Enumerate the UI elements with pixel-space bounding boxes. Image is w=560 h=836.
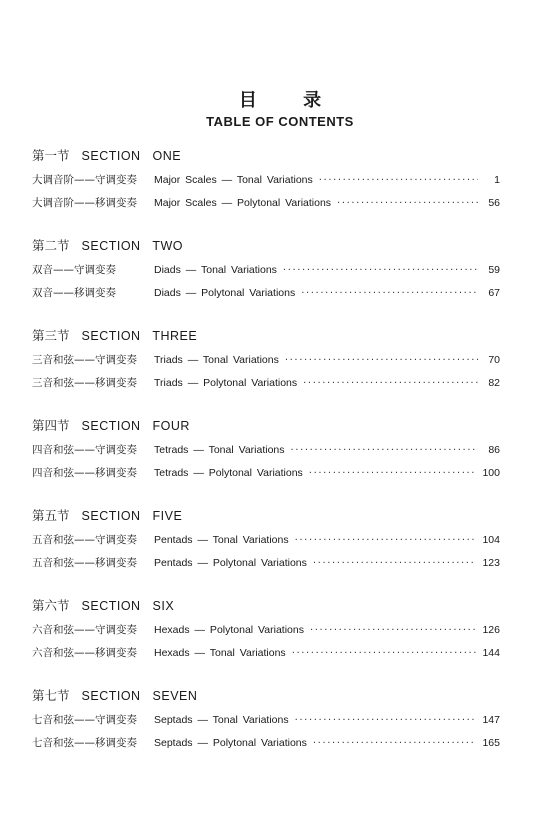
- toc-entry[interactable]: [32, 442, 500, 465]
- dot-leader: [337, 198, 478, 209]
- toc-section-two: [32, 236, 500, 307]
- toc-section-five: [32, 506, 500, 577]
- section-heading-cn: 第二节: [32, 238, 70, 253]
- entry-page-number: 147: [482, 714, 500, 726]
- section-heading-en: SECTION SEVEN: [81, 689, 198, 703]
- dot-leader: [319, 175, 478, 186]
- entry-title-en: Pentads — Polytonal Variations: [154, 556, 307, 569]
- section-heading: [32, 326, 500, 346]
- entry-page-number: 1: [494, 174, 500, 186]
- toc-section-one: [32, 146, 500, 217]
- entry-page-number: 67: [488, 286, 500, 299]
- entry-page-number: 126: [482, 624, 500, 636]
- entry-title-cn: 大调音阶——守调变奏: [32, 174, 137, 186]
- section-heading-en: SECTION TWO: [81, 239, 183, 253]
- page-title-cn: 目 录: [238, 90, 342, 111]
- dot-leader: [283, 265, 478, 276]
- section-heading: [32, 686, 500, 706]
- entry-title-cn: 四音和弦——移调变奏: [32, 466, 137, 479]
- entry-page-number: 82: [488, 376, 500, 389]
- section-heading: [32, 146, 500, 166]
- toc-entry[interactable]: [32, 622, 500, 645]
- entry-title-cn: 双音——守调变奏: [32, 264, 116, 276]
- dot-leader: [303, 378, 478, 389]
- entry-title-en: Septads — Tonal Variations: [154, 714, 289, 726]
- section-heading-cn: 第三节: [32, 328, 70, 343]
- entry-page-number: 59: [488, 264, 500, 276]
- dot-leader: [292, 648, 477, 659]
- entry-title-en: Triads — Polytonal Variations: [154, 376, 298, 389]
- entry-title-cn: 六音和弦——移调变奏: [32, 646, 137, 659]
- entry-page-number: 86: [488, 444, 500, 456]
- entry-title-cn: 七音和弦——移调变奏: [32, 736, 137, 749]
- dot-leader: [291, 445, 478, 456]
- toc-entry[interactable]: [32, 285, 500, 308]
- section-heading-cn: 第五节: [32, 508, 70, 523]
- entry-title-en: Diads — Polytonal Variations: [154, 286, 296, 299]
- toc-entry[interactable]: [32, 375, 500, 398]
- entry-page-number: 123: [482, 556, 500, 569]
- section-heading-en: SECTION THREE: [81, 329, 198, 343]
- entry-page-number: 165: [482, 736, 500, 749]
- page-title-en: TABLE OF CONTENTS: [206, 114, 354, 129]
- entry-title-cn: 七音和弦——守调变奏: [32, 714, 137, 726]
- toc-entry[interactable]: [32, 712, 500, 735]
- toc-entry[interactable]: [32, 172, 500, 195]
- section-heading-cn: 第四节: [32, 418, 70, 433]
- entry-title-en: Major Scales — Tonal Variations: [154, 174, 313, 186]
- toc-entry[interactable]: [32, 465, 500, 488]
- toc-section-seven: [32, 686, 500, 757]
- section-heading-en: SECTION FOUR: [81, 419, 190, 433]
- dot-leader: [295, 535, 477, 546]
- toc-entry[interactable]: [32, 735, 500, 758]
- entry-title-en: Tetrads — Polytonal Variations: [154, 466, 303, 479]
- entry-title-en: Tetrads — Tonal Variations: [154, 444, 285, 456]
- entry-title-en: Triads — Tonal Variations: [154, 354, 279, 366]
- toc-section-three: [32, 326, 500, 397]
- section-heading-en: SECTION SIX: [81, 599, 175, 613]
- dot-leader: [301, 288, 478, 299]
- dot-leader: [313, 738, 477, 749]
- entry-title-cn: 五音和弦——守调变奏: [32, 534, 137, 546]
- dot-leader: [309, 468, 477, 479]
- section-heading: [32, 506, 500, 526]
- entry-title-cn: 五音和弦——移调变奏: [32, 556, 137, 569]
- section-heading-en: SECTION FIVE: [81, 509, 183, 523]
- entry-title-en: Pentads — Tonal Variations: [154, 534, 289, 546]
- entry-title-en: Hexads — Tonal Variations: [154, 646, 286, 659]
- entry-title-en: Hexads — Polytonal Variations: [154, 624, 304, 636]
- entry-title-en: Major Scales — Polytonal Variations: [154, 196, 332, 209]
- toc-entry[interactable]: [32, 532, 500, 555]
- entry-page-number: 70: [488, 354, 500, 366]
- dot-leader: [285, 355, 478, 366]
- dot-leader: [295, 715, 477, 726]
- toc-entry[interactable]: [32, 195, 500, 218]
- toc-entry[interactable]: [32, 645, 500, 668]
- entry-title-cn: 三音和弦——移调变奏: [32, 376, 137, 389]
- toc-entry[interactable]: [32, 262, 500, 285]
- entry-page-number: 100: [482, 466, 500, 479]
- dot-leader: [310, 625, 477, 636]
- entry-page-number: 144: [482, 646, 500, 659]
- entry-page-number: 104: [482, 534, 500, 546]
- entry-title-cn: 大调音阶——移调变奏: [32, 196, 137, 209]
- entry-title-cn: 双音——移调变奏: [32, 286, 116, 299]
- entry-title-en: Septads — Polytonal Variations: [154, 736, 307, 749]
- entry-title-cn: 六音和弦——守调变奏: [32, 624, 137, 636]
- section-heading-en: SECTION ONE: [81, 149, 182, 163]
- section-heading-cn: 第六节: [32, 598, 70, 613]
- dot-leader: [313, 558, 477, 569]
- entry-page-number: 56: [488, 196, 500, 209]
- section-heading: [32, 236, 500, 256]
- toc-entry[interactable]: [32, 555, 500, 578]
- entry-title-en: Diads — Tonal Variations: [154, 264, 277, 276]
- entry-title-cn: 四音和弦——守调变奏: [32, 444, 137, 456]
- toc-section-four: [32, 416, 500, 487]
- section-heading-cn: 第七节: [32, 688, 70, 703]
- section-heading: [32, 596, 500, 616]
- toc-entry[interactable]: [32, 352, 500, 375]
- section-heading: [32, 416, 500, 436]
- toc-section-six: [32, 596, 500, 667]
- entry-title-cn: 三音和弦——守调变奏: [32, 354, 137, 366]
- section-heading-cn: 第一节: [32, 148, 70, 163]
